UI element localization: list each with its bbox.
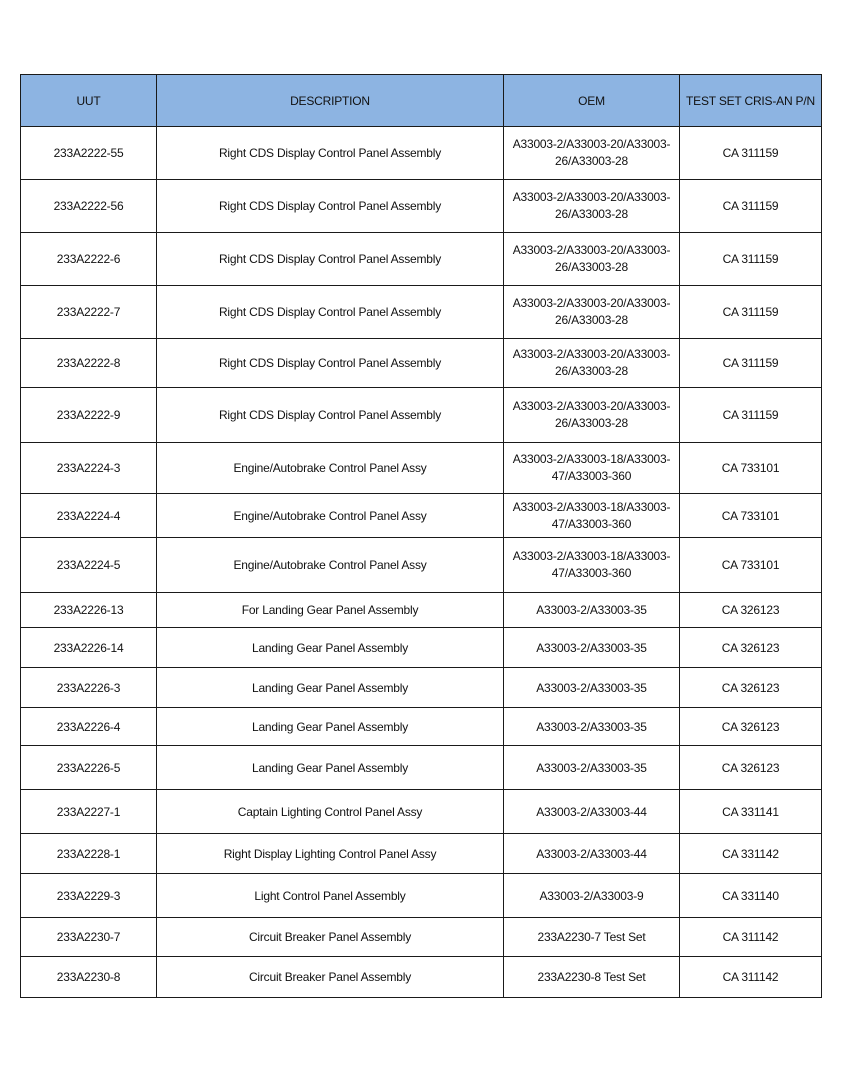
cell-test-set: CA 311159: [680, 339, 822, 388]
cell-uut: 233A2226-13: [21, 593, 157, 628]
cell-description: Light Control Panel Assembly: [157, 874, 504, 918]
cell-oem: [504, 286, 680, 339]
cell-oem: A33003-2/A33003-35: [504, 746, 680, 790]
cell-uut: 233A2222-55: [21, 127, 157, 180]
table-row: [21, 918, 822, 957]
cell-uut: 233A2224-5: [21, 538, 157, 593]
oem-line-2: 26/A33003-28: [555, 364, 628, 378]
table-row: [21, 746, 822, 790]
header-oem: OEM: [504, 75, 680, 127]
header-test-set: TEST SET CRIS-AN P/N: [680, 75, 822, 127]
cell-test-set: CA 326123: [680, 746, 822, 790]
header-uut: UUT: [21, 75, 157, 127]
cell-oem: 233A2230-7 Test Set: [504, 918, 680, 957]
cell-description: Right CDS Display Control Panel Assembly: [157, 127, 504, 180]
cell-description: Right CDS Display Control Panel Assembly: [157, 233, 504, 286]
table-row: [21, 874, 822, 918]
oem-line-1: A33003-2/A33003-20/A33003-: [512, 243, 671, 257]
cell-test-set: CA 311159: [680, 388, 822, 443]
cell-test-set: CA 311142: [680, 918, 822, 957]
cell-test-set: CA 733101: [680, 443, 822, 494]
cell-test-set: CA 311159: [680, 233, 822, 286]
table-row: [21, 127, 822, 180]
cell-test-set: CA 311142: [680, 957, 822, 998]
table-row: [21, 339, 822, 388]
table-row: [21, 628, 822, 668]
cell-test-set: CA 331140: [680, 874, 822, 918]
oem-line-2: 26/A33003-28: [555, 313, 628, 327]
cell-test-set: CA 331142: [680, 834, 822, 874]
cell-oem: [504, 388, 680, 443]
cell-test-set: CA 326123: [680, 628, 822, 668]
cell-description: For Landing Gear Panel Assembly: [157, 593, 504, 628]
oem-line-2: 47/A33003-360: [551, 566, 632, 580]
parts-table: [20, 74, 822, 998]
cell-uut: 233A2226-14: [21, 628, 157, 668]
cell-description: Circuit Breaker Panel Assembly: [157, 918, 504, 957]
cell-uut: 233A2230-7: [21, 918, 157, 957]
cell-test-set: CA 326123: [680, 708, 822, 746]
table-row: [21, 790, 822, 834]
oem-line-1: A33003-2/A33003-20/A33003-: [512, 296, 671, 310]
oem-line-1: A33003-2/A33003-18/A33003-: [512, 452, 671, 466]
cell-oem: A33003-2/A33003-35: [504, 593, 680, 628]
cell-uut: 233A2222-9: [21, 388, 157, 443]
cell-description: Landing Gear Panel Assembly: [157, 746, 504, 790]
cell-oem: A33003-2/A33003-35: [504, 668, 680, 708]
cell-oem: [504, 233, 680, 286]
cell-oem: 233A2230-8 Test Set: [504, 957, 680, 998]
cell-description: Right CDS Display Control Panel Assembly: [157, 286, 504, 339]
cell-oem: [504, 443, 680, 494]
cell-uut: 233A2222-6: [21, 233, 157, 286]
oem-line-1: A33003-2/A33003-18/A33003-: [512, 549, 671, 563]
cell-oem: [504, 127, 680, 180]
cell-uut: 233A2224-3: [21, 443, 157, 494]
table-row: [21, 286, 822, 339]
oem-line-2: 26/A33003-28: [555, 416, 628, 430]
cell-uut: 233A2227-1: [21, 790, 157, 834]
oem-line-1: A33003-2/A33003-20/A33003-: [512, 399, 671, 413]
oem-line-1: A33003-2/A33003-20/A33003-: [512, 137, 671, 151]
cell-description: Engine/Autobrake Control Panel Assy: [157, 443, 504, 494]
oem-line-2: 47/A33003-360: [551, 469, 632, 483]
cell-uut: 233A2226-3: [21, 668, 157, 708]
header-description: DESCRIPTION: [157, 75, 504, 127]
oem-line-2: 26/A33003-28: [555, 207, 628, 221]
table-row: [21, 443, 822, 494]
table-row: [21, 668, 822, 708]
cell-uut: 233A2228-1: [21, 834, 157, 874]
cell-oem: A33003-2/A33003-35: [504, 708, 680, 746]
oem-line-2: 26/A33003-28: [555, 260, 628, 274]
cell-uut: 233A2230-8: [21, 957, 157, 998]
header-row: [21, 75, 822, 127]
cell-test-set: CA 733101: [680, 538, 822, 593]
table-row: [21, 180, 822, 233]
table-row: [21, 538, 822, 593]
table-row: [21, 233, 822, 286]
cell-oem: A33003-2/A33003-35: [504, 628, 680, 668]
cell-uut: 233A2224-4: [21, 494, 157, 538]
cell-uut: 233A2226-4: [21, 708, 157, 746]
cell-oem: [504, 339, 680, 388]
table-row: [21, 708, 822, 746]
cell-description: Circuit Breaker Panel Assembly: [157, 957, 504, 998]
cell-oem: A33003-2/A33003-44: [504, 790, 680, 834]
cell-description: Landing Gear Panel Assembly: [157, 628, 504, 668]
cell-oem: [504, 538, 680, 593]
cell-description: Captain Lighting Control Panel Assy: [157, 790, 504, 834]
cell-uut: 233A2226-5: [21, 746, 157, 790]
table-row: [21, 388, 822, 443]
cell-test-set: CA 311159: [680, 127, 822, 180]
cell-description: Landing Gear Panel Assembly: [157, 708, 504, 746]
cell-description: Right Display Lighting Control Panel Assy: [157, 834, 504, 874]
oem-line-1: A33003-2/A33003-20/A33003-: [512, 347, 671, 361]
table-row: [21, 494, 822, 538]
cell-test-set: CA 326123: [680, 668, 822, 708]
table-body: [21, 127, 822, 998]
cell-test-set: CA 326123: [680, 593, 822, 628]
cell-description: Right CDS Display Control Panel Assembly: [157, 388, 504, 443]
cell-oem: A33003-2/A33003-9: [504, 874, 680, 918]
cell-description: Engine/Autobrake Control Panel Assy: [157, 494, 504, 538]
cell-description: Right CDS Display Control Panel Assembly: [157, 339, 504, 388]
table-header: [21, 75, 822, 127]
cell-uut: 233A2222-8: [21, 339, 157, 388]
cell-test-set: CA 331141: [680, 790, 822, 834]
cell-oem: [504, 180, 680, 233]
cell-uut: 233A2222-7: [21, 286, 157, 339]
cell-test-set: CA 311159: [680, 180, 822, 233]
oem-line-1: A33003-2/A33003-18/A33003-: [512, 499, 671, 514]
cell-description: Right CDS Display Control Panel Assembly: [157, 180, 504, 233]
cell-uut: 233A2229-3: [21, 874, 157, 918]
cell-uut: 233A2222-56: [21, 180, 157, 233]
cell-description: Engine/Autobrake Control Panel Assy: [157, 538, 504, 593]
table-row: [21, 593, 822, 628]
cell-test-set: CA 311159: [680, 286, 822, 339]
oem-line-1: A33003-2/A33003-20/A33003-: [512, 190, 671, 204]
cell-test-set: CA 733101: [680, 494, 822, 538]
cell-oem: A33003-2/A33003-44: [504, 834, 680, 874]
table-row: [21, 957, 822, 998]
cell-description: Landing Gear Panel Assembly: [157, 668, 504, 708]
oem-line-2: 26/A33003-28: [555, 154, 628, 168]
cell-oem: [504, 494, 680, 538]
oem-line-2: 47/A33003-360: [551, 516, 632, 531]
table-row: [21, 834, 822, 874]
